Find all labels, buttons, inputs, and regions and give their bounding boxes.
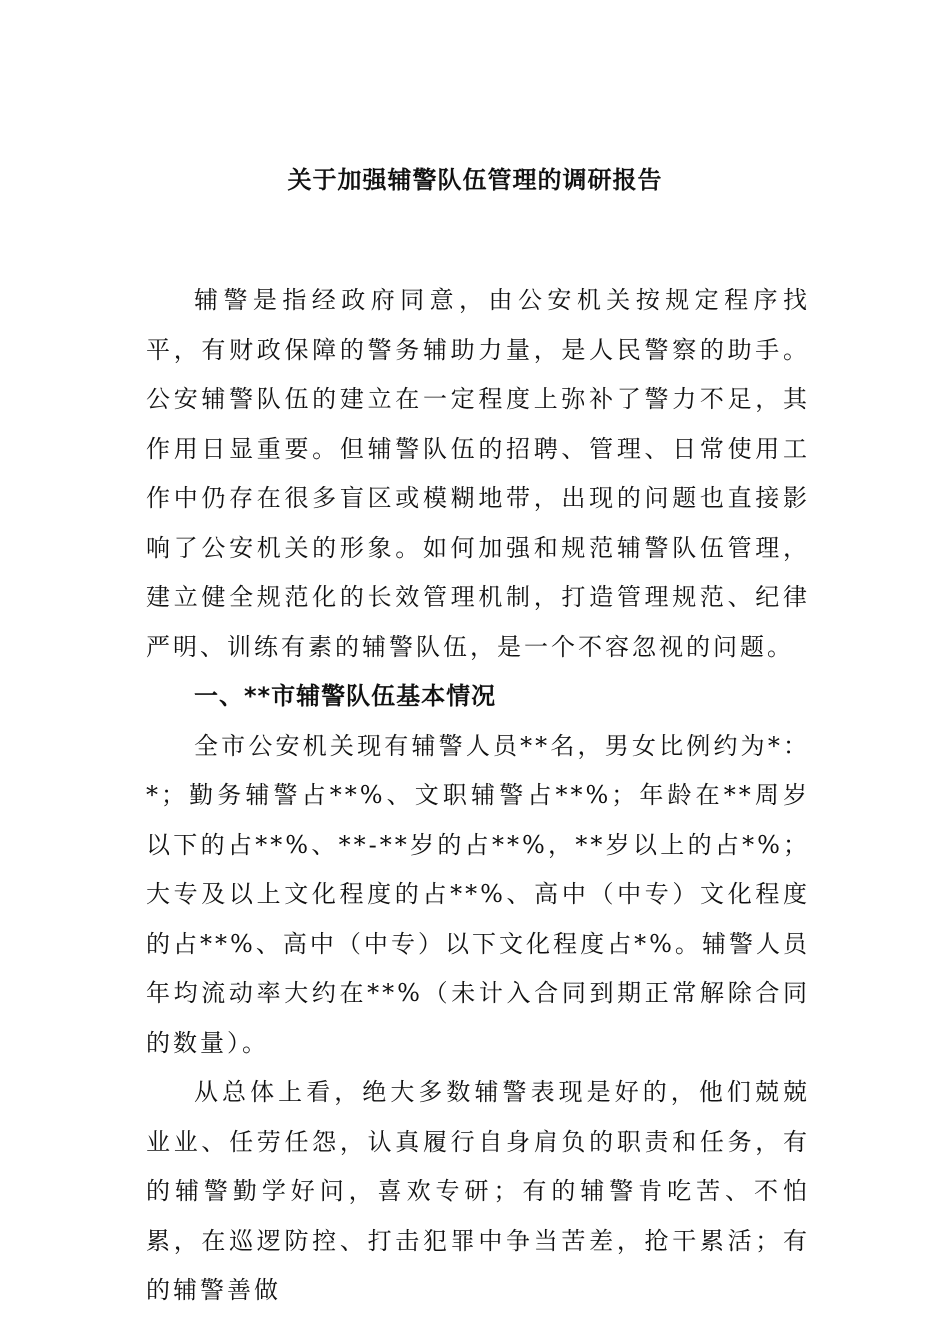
intro-paragraph: 辅警是指经政府同意，由公安机关按规定程序找平，有财政保障的警务辅助力量，是人民警察的助手。公安辅警队伍的建立在一定程度上弥补了警力不足，其作用日显重要。但辅警队伍的招聘、管理、日常使用工作中仍存在很多盲区或模糊地带，出现的问题也直接影响了公安机关的形象。如何加强和规范辅警队伍管理，建立健全规范化的长效管理机制，打造管理规范、纪律严明、训练有素的辅警队伍，是一个不容忽视的问题。 xyxy=(146,286,810,661)
document-title: 关于加强辅警队伍管理的调研报告 xyxy=(287,166,663,194)
document-body xyxy=(146,276,810,1316)
section-heading-1: 一、**市辅警队伍基本情况 xyxy=(194,682,497,710)
section-1-paragraph-2: 从总体上看，绝大多数辅警表现是好的，他们兢兢业业、任劳任怨，认真履行自身肩负的职责和任务，有的辅警勤学好问，喜欢专研；有的辅警肯吃苦、不怕累，在巡逻防控、打击犯罪中争当苦差，抢干累活；有的辅警善做 xyxy=(146,1078,810,1304)
section-1-paragraph-1: 全市公安机关现有辅警人员**名，男女比例约为*：*；勤务辅警占**%、文职辅警占**%；年龄在**周岁以下的占**%、**-**岁的占**%，**岁以上的占*%；大专及以上文化程度的占**%、高中（中专）文化程度的占**%、高中（中专）以下文化程度占*%。辅警人员年均流动率大约在**%（未计入合同到期正常解除合同的数量）。 xyxy=(146,731,810,1057)
